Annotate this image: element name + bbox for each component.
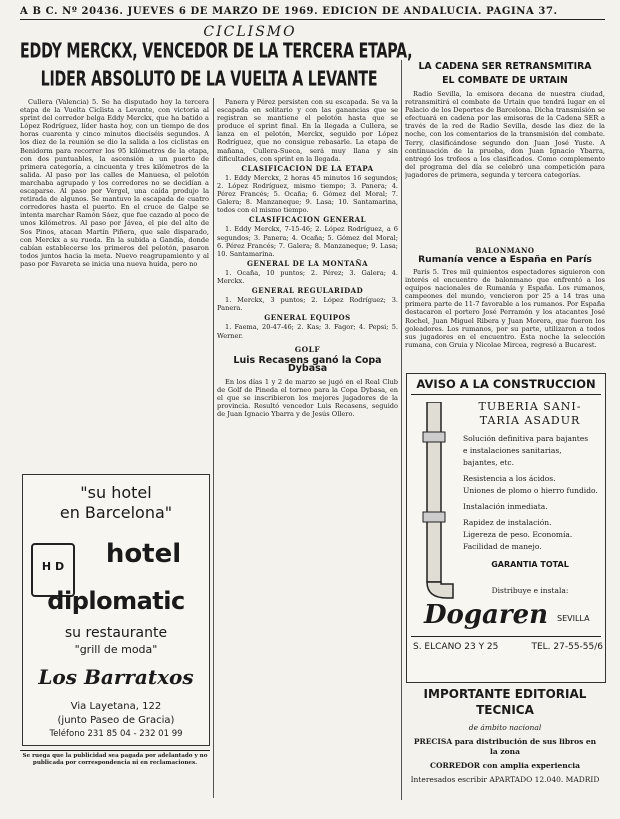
chain-text: Radio Sevilla, la emisora decana de nuestra ciudad, retransmitirá el combate de Urtain que tendrá lugar en el Palacio de los Deportes de Barcelona. Dicha transmisión se efectuará en cadena por las emisoras de la Cadena SER a través de la red de Radio Sevilla, desde las diez de la noche, con los comentarios de la transmisión del combate. Terry, clasificándose segundo don Juan José Yuste. A continuación de la prueba, don Juan Ignacio Ybarra, entregó los trofeos a los clasificados. Como complemento del programa del día se celebró una competición para jugadores de primera, segunda y tercera categorías. [405, 90, 605, 179]
ad2-title-2: TECNICA [476, 703, 534, 717]
ad1-address: S. ELCANO 23 Y 25 [413, 642, 499, 652]
ad-hotel-word: hotel [105, 539, 182, 569]
clasif-general-text: 1. Eddy Merckx, 7-15-46; 2. López Rodríguez, a 6 segundos; 3. Panera; 4. Ocaña; 5. Gómez del Moral; 6. Pérez Francés; 7. Galera; 8. Manzaneque; 9. Lasa; 10. Santamarina. [217, 225, 398, 258]
ad1-line-2: bajantes, etc. [463, 458, 515, 467]
regularidad-text: 1. Merckx, 3 puntos; 2. López Rodríguez; 3. Panera. [217, 296, 398, 313]
ad-restaurant: su restaurante [64, 625, 168, 641]
ad1-distributor: Distribuye e instala: [491, 586, 569, 595]
ad1-sub1: TUBERIA SANI- [478, 400, 582, 413]
ad1-line-3: Resistencia a los ácidos. [463, 474, 556, 483]
ad-tagline-2: en Barcelona" [59, 503, 173, 522]
page-header: A B C. Nº 20436. JUEVES 6 DE MARZO DE 1969. EDICION DE ANDALUCIA. PAGINA 37. [20, 6, 558, 17]
equipos-text: 1. Faema, 20-47-46; 2. Kas; 3. Fagor; 4. Pepsi; 5. Werner. [217, 323, 398, 340]
ad1-sub2: TARIA ASADUR [479, 414, 581, 427]
chain-story [405, 90, 605, 242]
montana-text: 1. Ocaña, 10 puntos; 2. Pérez; 3. Galera; 4. Merckx. [217, 268, 398, 285]
hotel-logo-letters: H D [41, 560, 65, 573]
clasif-etapa-title: CLASIFICACION DE LA ETAPA [241, 163, 374, 173]
ad1-line-7: Ligereza de peso. Economía. [463, 530, 573, 539]
ad-phone: Teléfono 231 85 04 - 232 01 99 [49, 729, 183, 739]
ad-tagline-1: "su hotel [80, 483, 152, 502]
ad1-guarantee: GARANTIA TOTAL [491, 560, 569, 569]
ad1-brand: Dogaren [423, 600, 549, 630]
ad-address: Via Layetana, 122 [70, 701, 162, 712]
headline-merckx-1: EDDY MERCKX, VENCEDOR DE LA TERCERA ETAPA, [20, 40, 413, 64]
ad2-precisa: PRECISA para distribución de sus libros en la zona [413, 737, 597, 756]
story-column-1 [20, 98, 209, 466]
golf-headline: Luis Recasens ganó la Copa Dybasa [233, 354, 382, 374]
ad1-title: AVISO A LA CONSTRUCCION [416, 377, 596, 391]
ad1-brand-rule [411, 636, 601, 637]
section-ciclismo: CICLISMO [203, 24, 297, 40]
editorial-ad [406, 685, 604, 803]
footer-rule [20, 750, 210, 751]
pipe-illustration-icon [415, 402, 455, 602]
ad1-line-6: Rapidez de instalación. [463, 518, 552, 527]
ad2-title-1: IMPORTANTE EDITORIAL [423, 687, 587, 701]
ad1-line-1: e instalaciones sanitarias, [463, 446, 562, 455]
regularidad-title: GENERAL REGULARIDAD [251, 286, 364, 296]
ad1-line-8: Facilidad de manejo. [463, 542, 542, 551]
footer-note: Se ruega que la publicidad sea pagada por adelantado y no publicada por correspondencia ni en reclamaciones. [22, 753, 208, 766]
header-rule [20, 19, 605, 20]
story-text-col1: Cullera (Valencia) 5. Se ha disputado hoy la tercera etapa de la Vuelta Ciclista a Levante, con victoria al sprint del corredor belga Eddy Merckx, que ha batido a López Rodríguez, líder hasta hoy, con un tiempo de dos horas cuarenta y cinco minutos dieciséis segundos. A los diez de la reunión se dio la salida a los ciclistas en Benidorm para recorrer los 95 kilómetros de la etapa, con dos puntuables, la ascensión a un puerto de primera categoría, a cincuenta y tres kilómetros de la salida. Al paso por las calles de Manuesa, el pelotón marchaba agrupado y los corredores no se decidían a escaparse. Al paso por Vergel, una caída produjo la retirada de algunos. Se mantuvo la escapada de cuatro corredores hasta el puerto. En el cruce de Galpe se intenta marchar Ramón Sáez, que fue cazado al poco de unos kilómetros. Al paso por Jávea, el pie del alto de Sos Pinos, atacan Martín Piñera, que sale disparado, con Merckx a su rueda. En la subida a Gandía, donde cabían establecerse los primeros del pelotón, pasaron todos juntos hacia la meta. Nuevo reagrupamiento y al paso por Favareta se inicia una nueva huida, pero no [20, 98, 209, 268]
ad2-sub: de ámbito nacional [468, 723, 542, 732]
ad1-line-5: Instalación inmediata. [463, 502, 548, 511]
romania-headline: Rumanía vence a España en París [418, 254, 592, 265]
construction-ad [406, 373, 606, 683]
ad1-line-0: Solución definitiva para bajantes [463, 434, 589, 443]
chain-headline-1: LA CADENA SER RETRANSMITIRA [418, 61, 592, 72]
story-text-col2: Panera y Pérez persisten con su escapada. Se va la escapada en solitario y con las ganancias que se registran se mantiene el pelotón hasta que se produce el sprint final. En la llegada a Cullera, se lanza en el pelotón, Merckx, seguido por López Rodríguez, que no consigue rebasarle. La etapa de mañana, Cullera-Sueca, será muy llana y sin dificultades, con sprint en la llegada. [217, 98, 398, 163]
hotel-diplomatic-ad [22, 474, 210, 746]
chain-headline-2: EL COMBATE DE URTAIN [442, 75, 568, 86]
montana-title: GENERAL DE LA MONTAÑA [246, 258, 369, 268]
column-rule-1 [213, 98, 214, 798]
ad-grill: "grill de moda" [74, 643, 158, 656]
equipos-title: GENERAL EQUIPOS [264, 313, 351, 323]
ad1-phone: TEL. 27-55-55/6 [531, 642, 603, 652]
ad-barratxos: Los Barratxos [38, 665, 194, 689]
golf-section: GOLF [294, 344, 321, 354]
headline-merckx-2: LIDER ABSOLUTO DE LA VUELTA A LEVANTE [40, 68, 378, 92]
story-column-2 [217, 98, 398, 798]
ad1-city: SEVILLA [557, 614, 590, 623]
ad-diplomatic-word: diplomatic [47, 587, 185, 615]
romania-text: París 5. Tres mil quinientos espectadores siguieron con interés el encuentro de balonmano que enfrentó a los equipos nacionales de Rumanía y España. Los rumanos, campeones del mundo, vencieron por 25 a 14 tras una primera parte de 11-7 favorable a los rumanos. Por España destacaron el portero José Perramón y los atacantes José Rochel, Juan Miguel Ribera y Juan Morera, que fueron los goleadores. Los rumanos, por su parte, utilizaron a todos sus jugadores en el encuentro. Esta noche la selección rumana, con Gruia y Nicolae Mircea, regresó a Bucarest. [405, 268, 605, 349]
ad2-corredor: CORREDOR con amplia experiencia [430, 761, 580, 770]
ad1-line-4: Uniones de plomo o hierro fundido. [463, 486, 598, 495]
romania-story [405, 268, 605, 368]
balonmano-section: BALONMANO [475, 246, 535, 255]
golf-text: En los días 1 y 2 de marzo se jugó en el Real Club de Golf de Pineda el torneo para la Copa Dybasa, en el que se inscribieron los mejores jugadores de la provincia. Resultó vencedor Luis Recasens, seguido de Juan Ignacio Ybarra y de Jesús Ollero. [217, 377, 398, 419]
clasif-general-title: CLASIFICACION GENERAL [249, 215, 366, 225]
clasif-etapa-text: 1. Eddy Merckx, 2 horas 45 minutos 16 segundos; 2. López Rodríguez, mismo tiempo; 3. Panera; 4. Pérez Francés; 5. Ocaña; 6. Gómez del Moral; 7. Galera; 8. Manzaneque; 9. Lasa; 10. Santamarina, todos con el mismo tiempo. [217, 173, 398, 215]
column-rule-2 [401, 60, 402, 800]
ad-near: (junto Paseo de Gracia) [57, 715, 175, 726]
ad1-title-rule [411, 394, 601, 395]
ad2-contact: Interesados escribir APARTADO 12.040. MADRID [410, 775, 600, 784]
